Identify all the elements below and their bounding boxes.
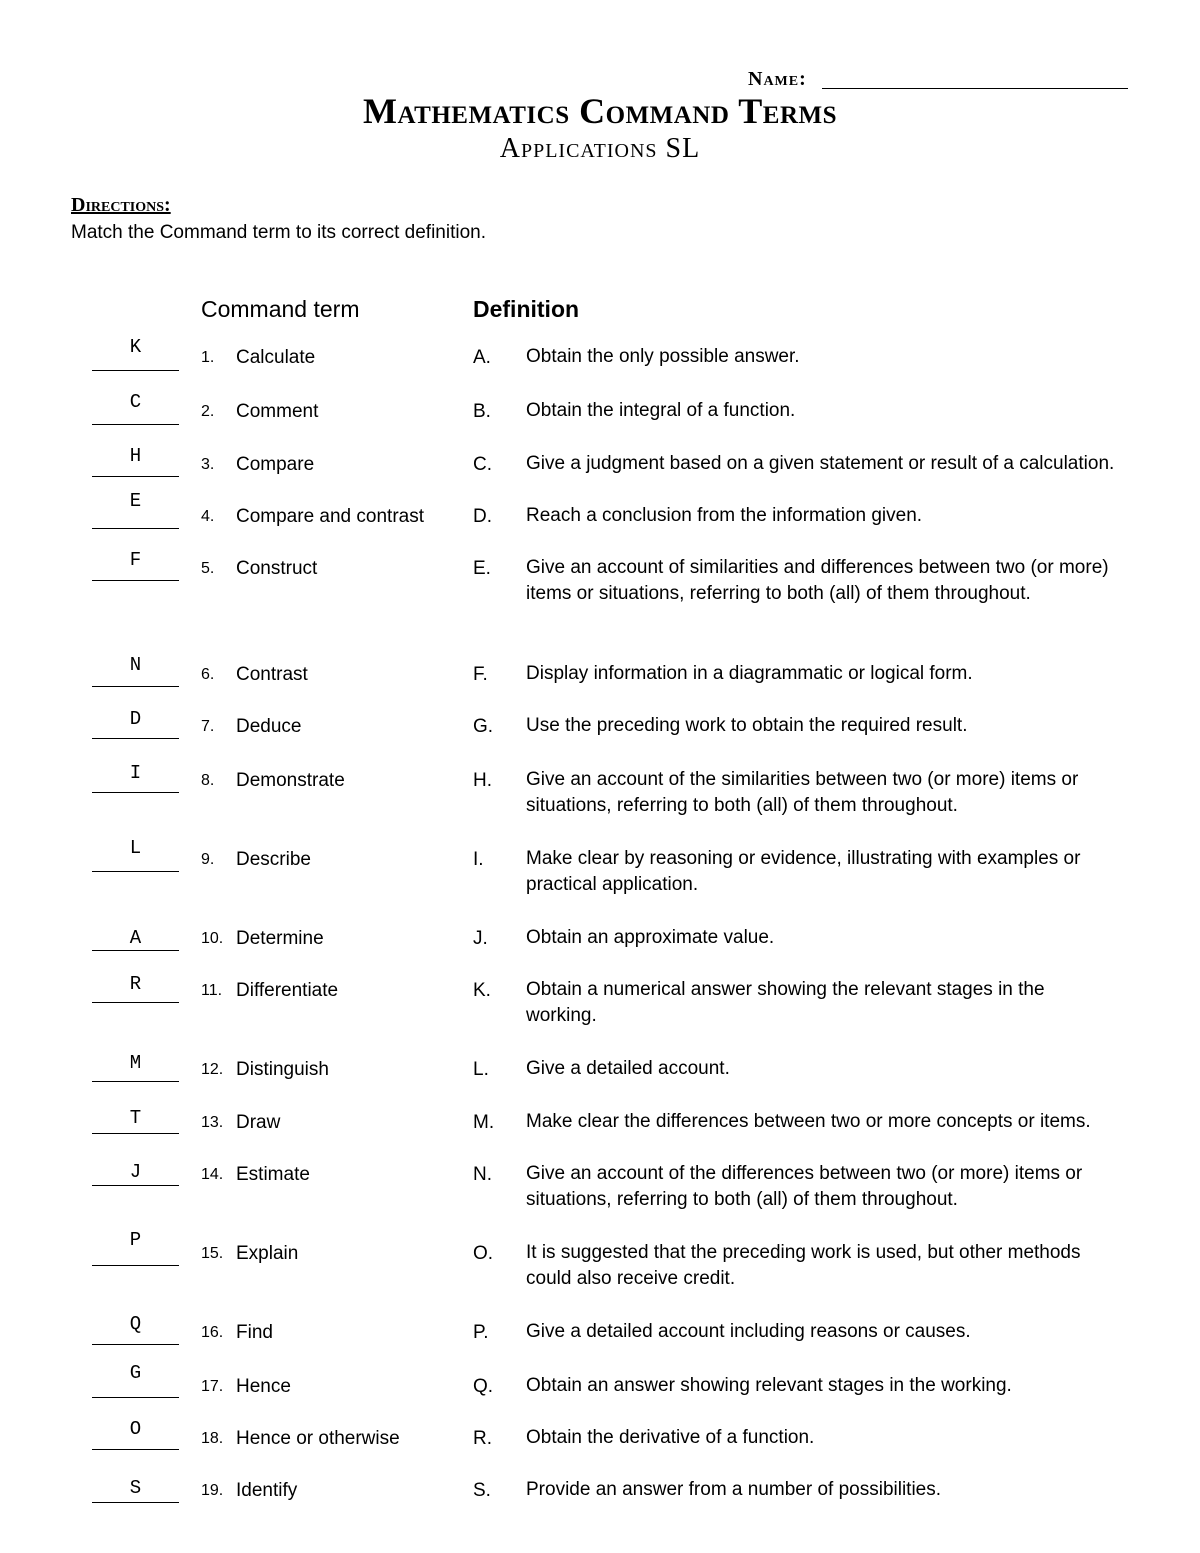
command-term: Compare and contrast (236, 506, 424, 527)
answer-blank-line[interactable] (92, 1185, 179, 1186)
answer-value: R (129, 973, 142, 995)
definition-text: Provide an answer from a number of possibilities. (526, 1479, 942, 1500)
term-number: 4. (201, 508, 215, 525)
term-number: 16. (201, 1324, 224, 1341)
command-term: Estimate (236, 1164, 310, 1185)
definition-letter: G. (473, 716, 494, 737)
definition-letter: R. (473, 1428, 492, 1449)
page-subtitle: Applications SL (499, 133, 701, 164)
definition-text: Make clear the differences between two or more concepts or items. (526, 1111, 1091, 1132)
answer-blank-line[interactable] (92, 580, 179, 581)
term-number: 10. (201, 930, 224, 947)
definition-text: Give an account of the differences between two (or more) items or situations, referring to both (all) of them throughout. (526, 1163, 1083, 1210)
definition-letter: A. (473, 347, 491, 368)
answer-blank-line[interactable] (92, 950, 179, 951)
command-term: Deduce (236, 716, 302, 737)
definition-text: Obtain the only possible answer. (526, 346, 800, 367)
answer-blank-line[interactable] (92, 1081, 179, 1082)
answer-value: T (129, 1107, 142, 1129)
answer-blank-line[interactable] (92, 1449, 179, 1450)
term-number: 15. (201, 1245, 224, 1262)
term-number: 7. (201, 718, 215, 735)
answer-value: E (129, 490, 142, 512)
column-header-definition: Definition (473, 296, 580, 322)
command-term: Draw (236, 1112, 281, 1133)
definition-text: Obtain the derivative of a function. (526, 1427, 815, 1448)
page-title: Mathematics Command Terms (362, 91, 838, 131)
answer-value: N (129, 654, 142, 676)
answer-value: J (129, 1161, 142, 1183)
definition-letter: K. (473, 980, 491, 1001)
command-term: Differentiate (236, 980, 339, 1001)
answer-blank-line[interactable] (92, 370, 179, 371)
definition-letter: J. (473, 928, 488, 949)
answer-blank-line[interactable] (92, 424, 179, 425)
answer-blank-line[interactable] (92, 792, 179, 793)
term-number: 13. (201, 1114, 224, 1131)
command-term: Comment (236, 401, 319, 422)
definition-text: Obtain an approximate value. (526, 927, 775, 948)
answer-value: S (129, 1477, 142, 1499)
command-term: Hence or otherwise (236, 1428, 400, 1449)
term-number: 14. (201, 1166, 224, 1183)
definition-letter: I. (473, 849, 484, 870)
answer-blank-line[interactable] (92, 1133, 179, 1134)
term-number: 3. (201, 456, 215, 473)
definition-letter: H. (473, 770, 492, 791)
command-term: Compare (236, 454, 315, 475)
term-number: 9. (201, 851, 215, 868)
command-term: Contrast (236, 664, 308, 685)
answer-blank-line[interactable] (92, 1344, 179, 1345)
directions-text: Match the Command term to its correct definition. (71, 222, 486, 243)
answer-blank-line[interactable] (92, 528, 179, 529)
answer-value: D (129, 708, 142, 730)
command-term: Explain (236, 1243, 299, 1264)
answer-value: Q (129, 1313, 142, 1335)
definition-text: Obtain an answer showing relevant stages in the working. (526, 1375, 1012, 1396)
definition-letter: N. (473, 1164, 492, 1185)
definition-letter: L. (473, 1059, 489, 1080)
definition-text: It is suggested that the preceding work is used, but other methods could also receive credit. (526, 1242, 1081, 1289)
definition-letter: F. (473, 664, 488, 685)
definition-text: Give an account of similarities and differences between two (or more) items or situations, referring to both (all) of them throughout. (526, 557, 1109, 604)
definition-letter: B. (473, 401, 491, 422)
answer-value: K (129, 336, 142, 358)
command-term: Construct (236, 558, 318, 579)
column-header-command-term: Command term (201, 296, 360, 322)
definition-text: Give a detailed account including reasons or causes. (526, 1321, 971, 1342)
answer-blank-line[interactable] (92, 738, 179, 739)
definition-letter: M. (473, 1112, 495, 1133)
definition-text: Obtain the integral of a function. (526, 400, 796, 421)
answer-blank-line[interactable] (92, 476, 179, 477)
answer-value: M (129, 1052, 142, 1074)
command-term: Calculate (236, 347, 316, 368)
answer-blank-line[interactable] (92, 871, 179, 872)
answer-value: F (129, 549, 142, 571)
answer-value: P (129, 1229, 142, 1251)
definition-letter: P. (473, 1322, 489, 1343)
answer-value: H (129, 445, 142, 467)
command-term: Describe (236, 849, 311, 870)
answer-value: A (129, 927, 142, 949)
answer-value: O (129, 1418, 142, 1440)
definition-text: Obtain a numerical answer showing the relevant stages in the working. (526, 979, 1045, 1026)
command-term: Hence (236, 1376, 291, 1397)
definition-text: Give an account of the similarities between two (or more) items or situations, referring to both (all) of them throughout. (526, 769, 1079, 816)
term-number: 1. (201, 349, 215, 366)
command-term: Find (236, 1322, 273, 1343)
command-term: Distinguish (236, 1059, 329, 1080)
definition-text: Give a judgment based on a given statement or result of a calculation. (526, 453, 1115, 474)
term-number: 19. (201, 1482, 224, 1499)
definition-letter: Q. (473, 1376, 494, 1397)
term-number: 8. (201, 772, 215, 789)
command-term: Determine (236, 928, 324, 949)
answer-value: C (129, 391, 142, 413)
answer-blank-line[interactable] (92, 1265, 179, 1266)
term-number: 12. (201, 1061, 224, 1078)
command-term: Demonstrate (236, 770, 345, 791)
term-number: 2. (201, 403, 215, 420)
term-number: 5. (201, 560, 215, 577)
answer-blank-line[interactable] (92, 686, 179, 687)
answer-blank-line[interactable] (92, 1397, 179, 1398)
answer-value: G (129, 1362, 142, 1384)
definition-text: Reach a conclusion from the information given. (526, 505, 923, 526)
definition-text: Give a detailed account. (526, 1058, 730, 1079)
name-blank-line[interactable] (822, 88, 1128, 89)
definition-letter: S. (473, 1480, 491, 1501)
definition-text: Display information in a diagrammatic or logical form. (526, 663, 973, 684)
definition-text: Make clear by reasoning or evidence, illustrating with examples or practical application. (526, 848, 1081, 895)
definition-letter: E. (473, 558, 491, 579)
definition-letter: O. (473, 1243, 494, 1264)
directions-heading: Directions: (71, 194, 171, 216)
answer-value: I (129, 762, 142, 784)
answer-value: L (129, 837, 142, 859)
term-number: 17. (201, 1378, 224, 1395)
definition-text: Use the preceding work to obtain the required result. (526, 715, 968, 736)
term-number: 6. (201, 666, 215, 683)
definition-letter: C. (473, 454, 492, 475)
term-number: 18. (201, 1430, 224, 1447)
definition-letter: D. (473, 506, 492, 527)
command-term: Identify (236, 1480, 298, 1501)
answer-blank-line[interactable] (92, 1002, 179, 1003)
answer-blank-line[interactable] (92, 1502, 179, 1503)
term-number: 11. (201, 982, 223, 999)
name-label: Name: (748, 68, 807, 90)
